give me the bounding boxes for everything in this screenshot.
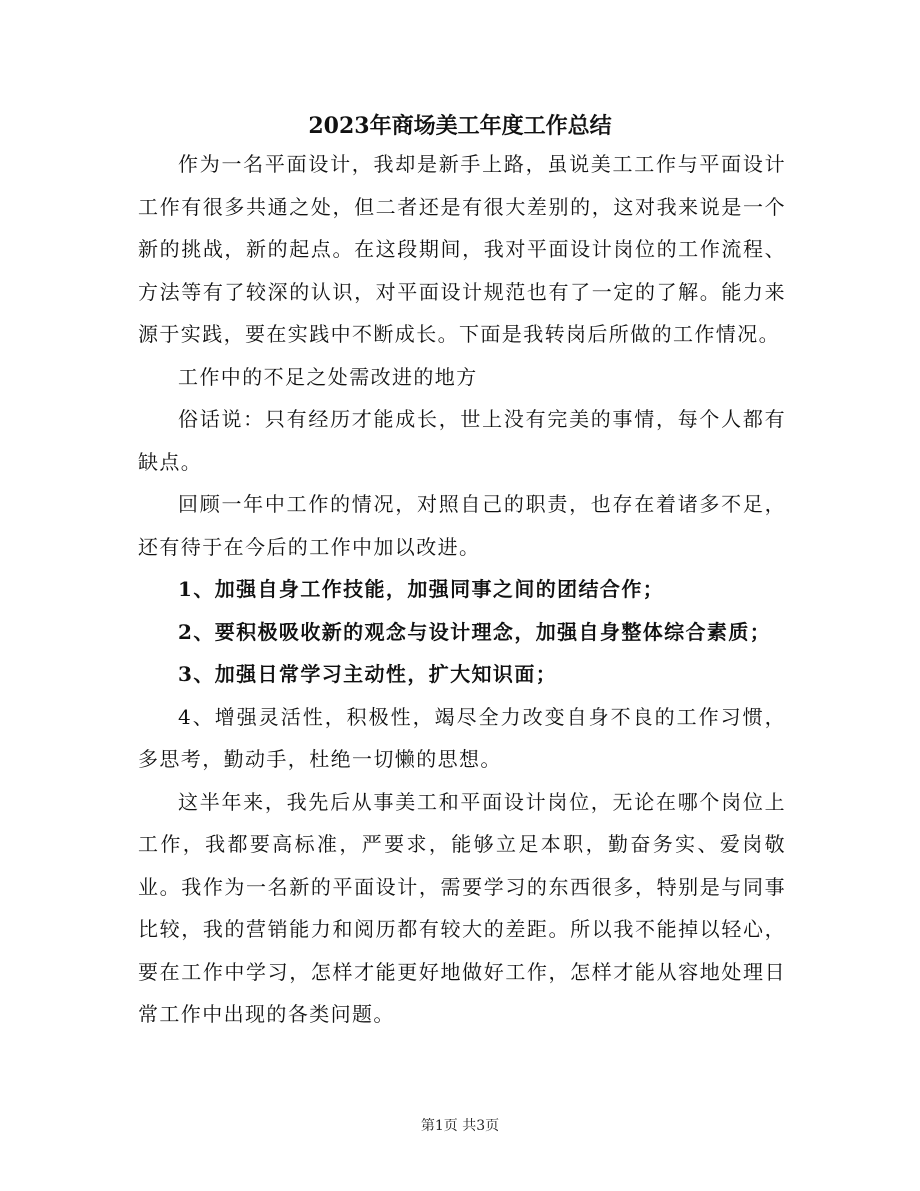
page-number-footer: 第1页 共3页 <box>420 1118 500 1134</box>
list-item-1: 1、加强自身工作技能，加强同事之间的团结合作； <box>178 577 665 601</box>
paragraph-proverb: 俗话说：只有经历才能成长，世上没有完美的事情，每个人都有缺点。 <box>138 407 786 474</box>
list-item-4: 4、增强灵活性，积极性，竭尽全力改变自身不良的工作习惯，多思考，勤动手，杜绝一切懒的思想。 <box>138 704 786 771</box>
paragraph-intro: 作为一名平面设计，我却是新手上路，虽说美工工作与平面设计工作有很多共通之处，但二者还是有很大差别的，这对我来说是一个新的挑战，新的起点。在这段期间，我对平面设计岗位的工作流程、方法等有了较深的认识，对平面设计规范也有了一定的了解。能力来源于实践，要在实践中不断成长。下面是我转岗后所做的工作情况。 <box>138 152 786 346</box>
document-title: 2023年商场美工年度工作总结 <box>308 113 612 139</box>
list-item-2: 2、要积极吸收新的观念与设计理念，加强自身整体综合素质； <box>178 619 772 644</box>
paragraph-review: 回顾一年中工作的情况，对照自己的职责，也存在着诸多不足，还有待于在今后的工作中加以改进。 <box>138 492 786 559</box>
document-body <box>138 143 786 1036</box>
paragraph-summary: 这半年来，我先后从事美工和平面设计岗位，无论在哪个岗位上工作，我都要高标准，严要求，能够立足本职，勤奋务实、爱岗敬业。我作为一名新的平面设计，需要学习的东西很多，特别是与同事比较，我的营销能力和阅历都有较大的差距。所以我不能掉以轻心，要在工作中学习，怎样才能更好地做好工作，怎样才能从容地处理日常工作中出现的各类问题。 <box>138 789 786 1026</box>
paragraph-heading-shortcomings: 工作中的不足之处需改进的地方 <box>178 364 478 389</box>
list-item-3: 3、加强日常学习主动性，扩大知识面； <box>178 662 558 686</box>
